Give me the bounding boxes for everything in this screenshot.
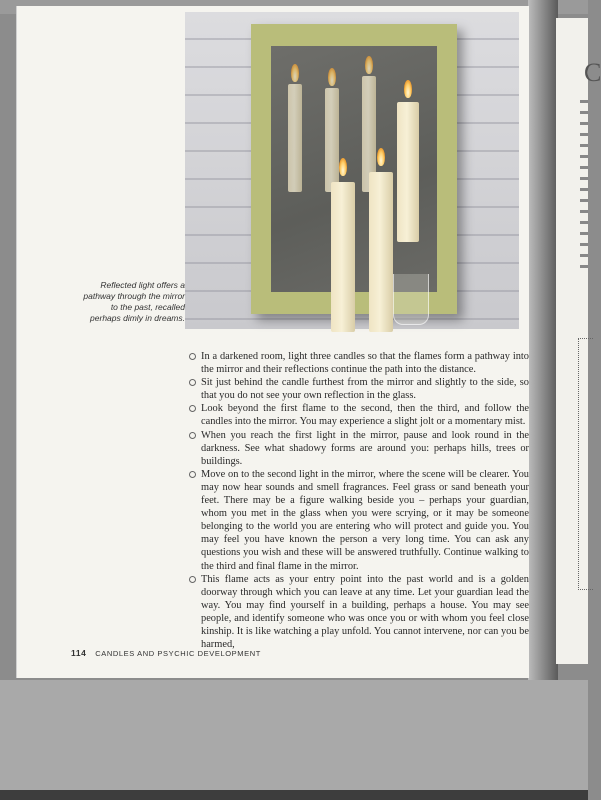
candle-mirror-photo xyxy=(185,12,519,329)
candle-flame xyxy=(339,158,347,176)
reflected-candle xyxy=(288,84,302,192)
list-item-text: Sit just behind the candle furthest from the mirror and slightly to the side, so that you do not see your own reflection in the glass. xyxy=(201,377,529,402)
facing-page-heading: C xyxy=(584,58,601,87)
candle xyxy=(331,182,355,332)
list-item xyxy=(189,429,529,468)
page-number: 114 xyxy=(71,648,87,658)
running-section-title: CANDLES AND PSYCHIC DEVELOPMENT xyxy=(95,649,261,658)
bullet-circle-icon xyxy=(189,379,196,386)
list-item xyxy=(189,573,529,652)
bullet-circle-icon xyxy=(189,405,196,412)
facing-page-box xyxy=(578,338,593,590)
facing-page-text-fragment xyxy=(580,100,588,270)
facing-page xyxy=(556,18,601,664)
candle-flame xyxy=(377,148,385,166)
candle xyxy=(397,102,419,242)
reflected-flame xyxy=(328,68,336,86)
list-item-text: Look beyond the first flame to the second, then the third, and follow the candles into the mirror. You may experience a slight jolt or a momentary mist. xyxy=(201,403,529,428)
reflected-candle xyxy=(325,88,339,192)
bullet-circle-icon xyxy=(189,432,196,439)
photo-caption: Reflected light offers a pathway through the mirror to the past, recalled perhaps dimly in dreams. xyxy=(83,280,185,323)
list-item-text: Move on to the second light in the mirror, where the scene will be clearer. You may now hear sounds and smell fragrances. Feel grass or sand beneath your feet. There may be a figure walking beside you – perhaps your guardian, whom you met in the glass when you were scrying, or it may be someone belonging to the world you are entering who will protect and guide you. You may feel you have known the person a very long time. You can ask any questions you wish and these will be answered truthfully. Continue walking to the third and final flame in the mirror. xyxy=(201,468,529,572)
scanner-edge-bottom xyxy=(0,790,588,800)
scrying-steps-list xyxy=(189,350,529,651)
reflected-flame xyxy=(291,64,299,82)
list-item xyxy=(189,376,529,402)
book-gutter-shadow xyxy=(528,0,558,680)
list-item-text: In a darkened room, light three candles so that the flames form a pathway into the mirror and their reflections continue the path into the distance. xyxy=(201,351,529,376)
book-page xyxy=(16,6,529,678)
glass-holder xyxy=(393,274,429,325)
scanner-bed xyxy=(0,680,588,800)
list-item xyxy=(189,350,529,376)
bullet-circle-icon xyxy=(189,353,196,360)
list-item xyxy=(189,402,529,428)
list-item-text: When you reach the first light in the mirror, pause and look round in the darkness. See what shadowy forms are around you: perhaps hills, trees or buildings. xyxy=(201,429,529,467)
candle xyxy=(369,172,393,332)
bullet-circle-icon xyxy=(189,471,196,478)
reflected-flame xyxy=(365,56,373,74)
candle-flame xyxy=(404,80,412,98)
list-item xyxy=(189,468,529,573)
list-item-text: This flame acts as your entry point into the past world and is a golden doorway through which you can leave at any time. Let your guardian lead the way. You may find yourself in a building, perhaps a house. You may see people, and identify someone who was once you or with whom you feel close kinship. It is like watching a play unfold. You cannot intervene, nor can you be harmed, xyxy=(201,573,529,651)
bullet-circle-icon xyxy=(189,576,196,583)
page-footer xyxy=(71,648,261,658)
